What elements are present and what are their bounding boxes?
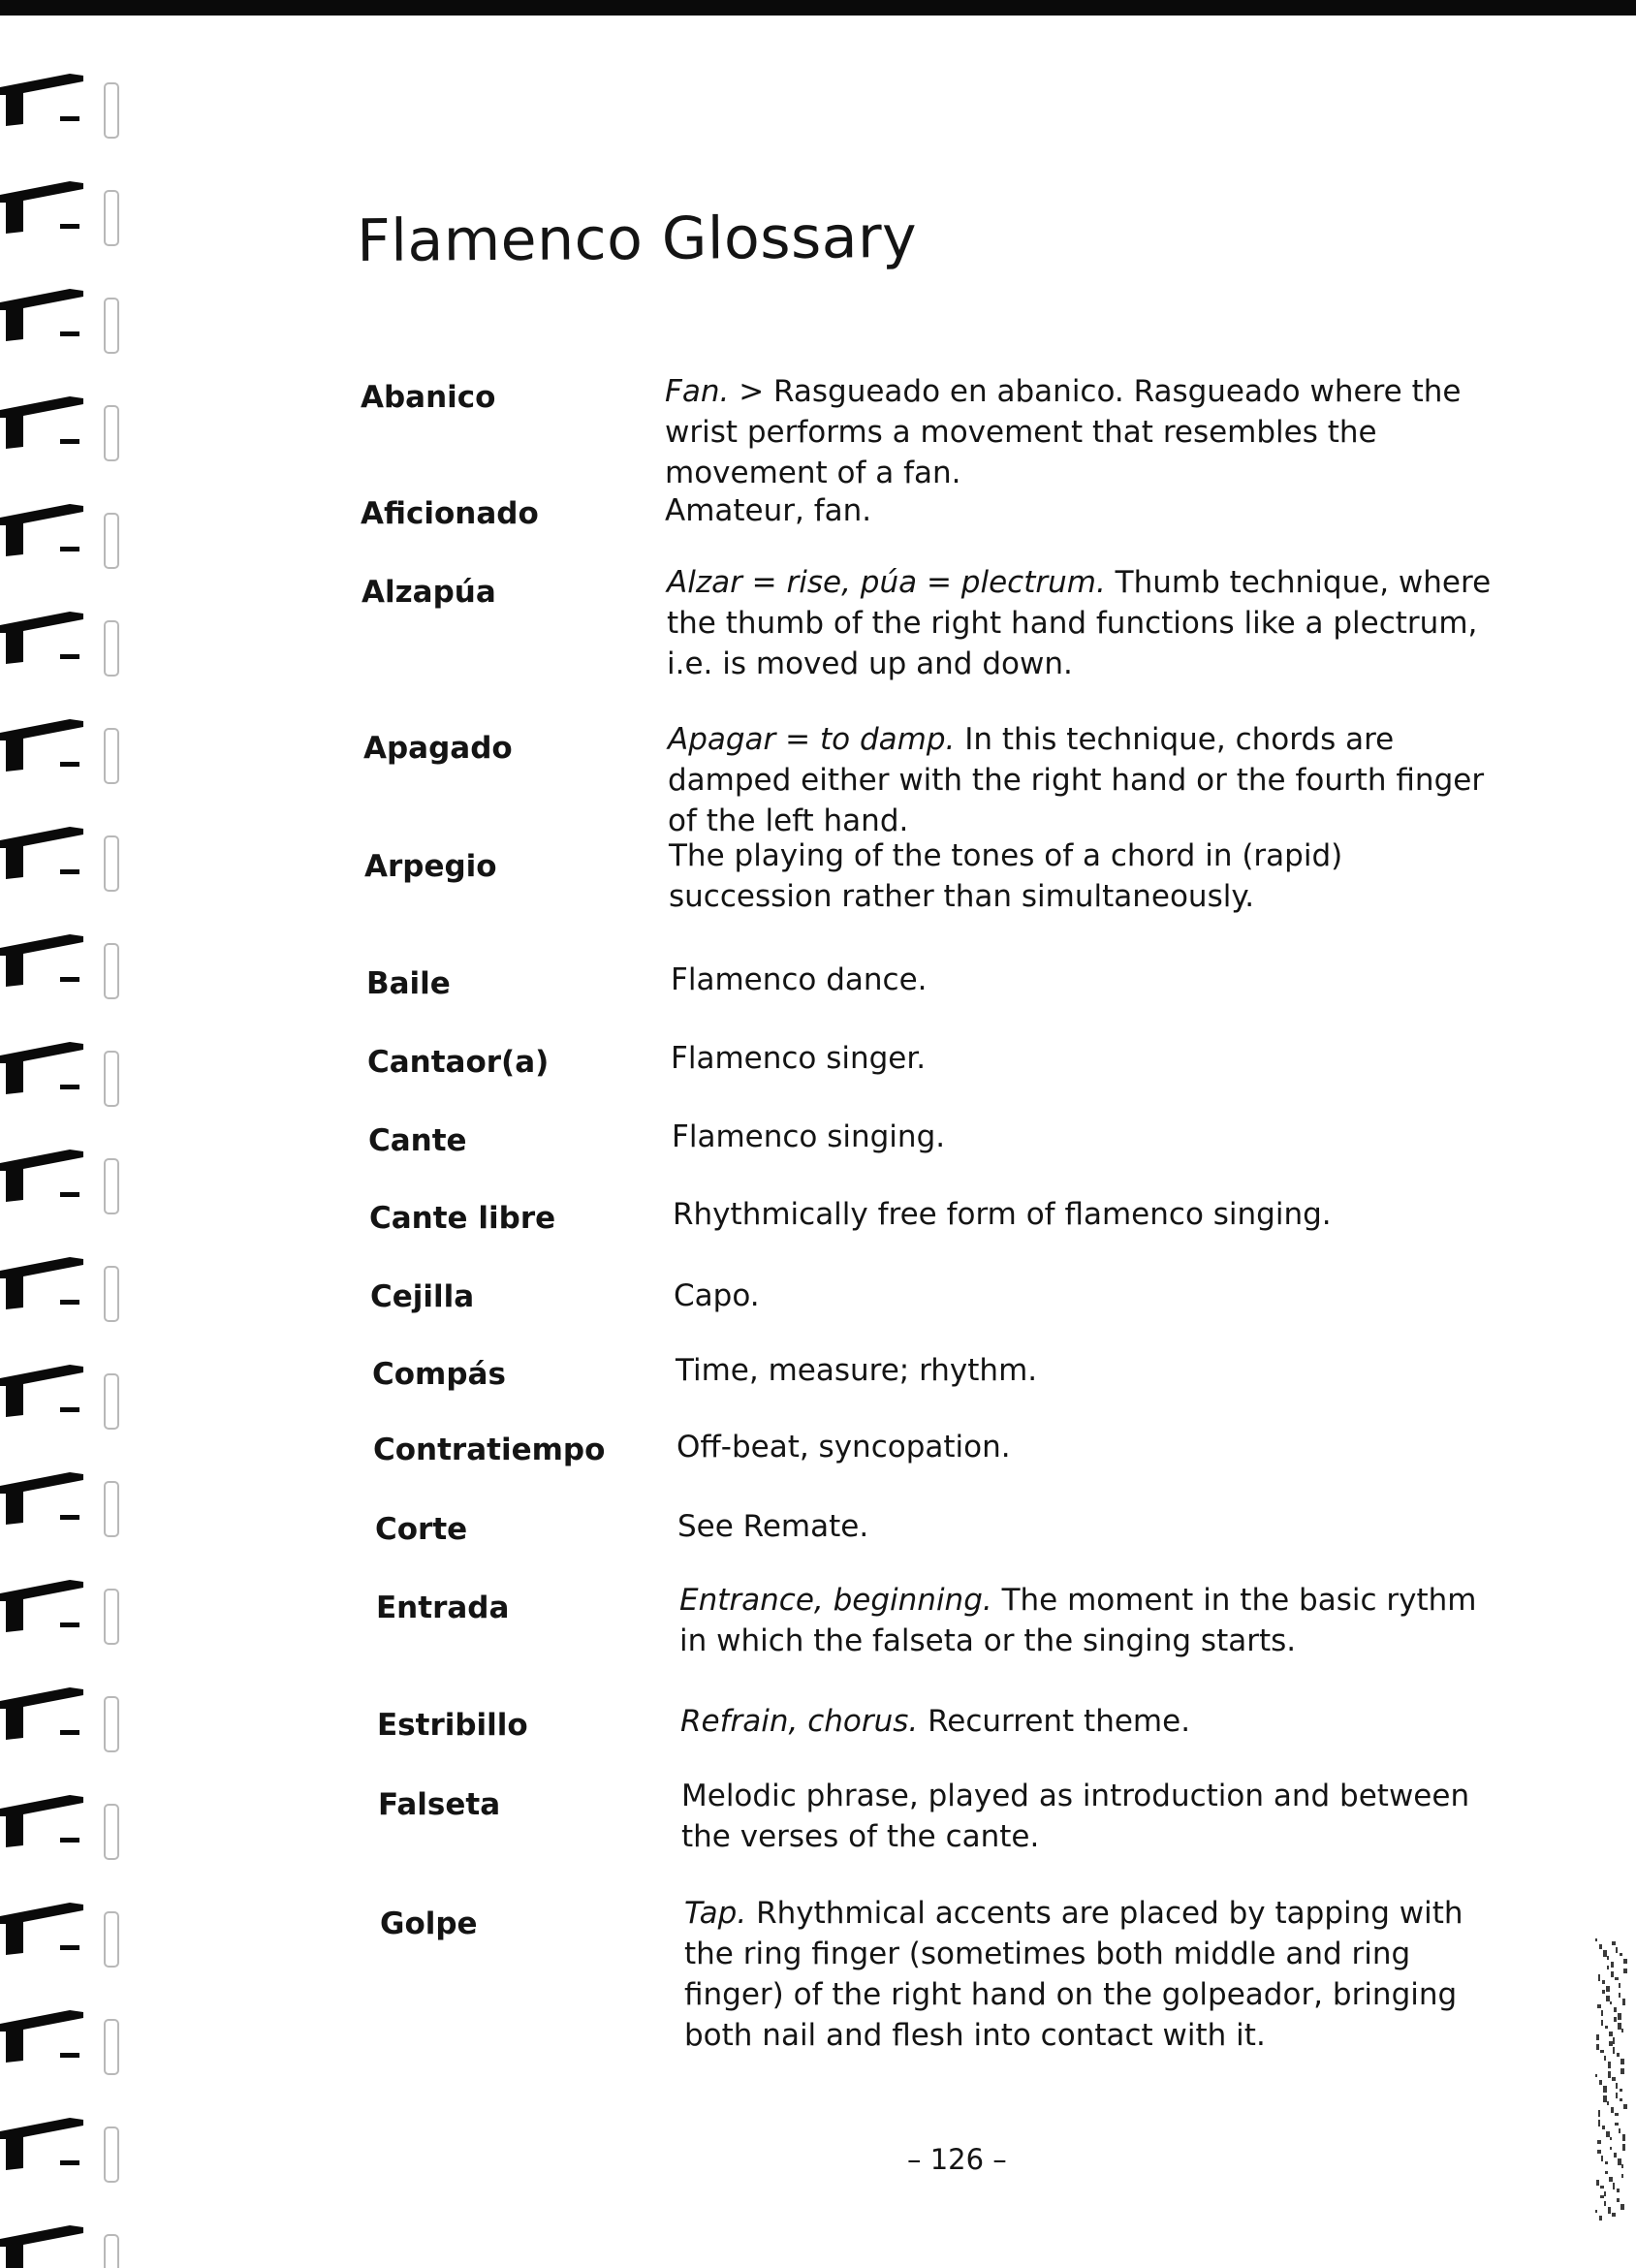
definition-lead: Tap. (684, 1896, 747, 1931)
definition-text: Flamenco singing. (672, 1119, 946, 1154)
page-number: – 126 – (907, 2143, 1007, 2176)
glossary-definition (671, 960, 1504, 1000)
glossary-definition (673, 1194, 1506, 1235)
definition-text: Melodic phrase, played as introduction and between the verses of the cante. (681, 1779, 1470, 1854)
glossary-definition (669, 835, 1502, 917)
glossary-term: Estribillo (377, 1708, 528, 1743)
glossary-term: Abanico (361, 380, 496, 415)
definition-text: In this technique, chords are damped either with the right hand or the fourth finger of the left hand. (668, 722, 1485, 838)
glossary-definition (671, 1038, 1504, 1079)
glossary-term: Golpe (380, 1906, 478, 1941)
glossary-term: Contratiempo (373, 1433, 606, 1467)
definition-text: Flamenco singer. (671, 1041, 927, 1076)
definition-text: Flamenco dance. (671, 962, 928, 997)
glossary-term: Aficionado (361, 496, 539, 531)
glossary-term: Apagado (363, 731, 513, 766)
definition-text: Time, measure; rhythm. (676, 1353, 1038, 1388)
glossary-definition (668, 719, 1501, 841)
definition-lead: Entrance, beginning. (679, 1583, 992, 1618)
glossary-definition (665, 371, 1498, 493)
definition-text: The moment in the basic rythm in which the falseta or the singing starts. (679, 1583, 1477, 1658)
glossary-definition (667, 562, 1500, 684)
glossary-definition (676, 1350, 1509, 1391)
glossary-term: Cante (368, 1123, 467, 1158)
definition-text: > Rasgueado en abanico. Rasgueado where the wrist performs a movement that resembles the movement of a fan. (665, 374, 1462, 490)
glossary-term: Baile (366, 966, 451, 1001)
glossary-term: Cante libre (369, 1201, 556, 1236)
glossary-definition (672, 1117, 1505, 1157)
definition-text: The playing of the tones of a chord in (rapid) succession rather than simultaneously. (669, 838, 1343, 914)
glossary-definition (679, 1580, 1513, 1661)
glossary-definition (681, 1776, 1515, 1857)
glossary-term: Arpegio (364, 849, 497, 884)
definition-text: See Remate. (677, 1509, 869, 1544)
glossary-term: Compás (372, 1357, 506, 1392)
definition-text: Capo. (674, 1278, 760, 1313)
glossary-definition (676, 1427, 1510, 1467)
glossary-term: Corte (375, 1512, 468, 1547)
definition-lead: Alzar = rise, púa = plectrum. (667, 565, 1106, 600)
definition-text: Thumb technique, where the thumb of the right hand functions like a plectrum, i.e. is moved up and down. (667, 565, 1492, 681)
definition-text: Amateur, fan. (665, 493, 872, 528)
glossary-definition (677, 1506, 1511, 1547)
glossary-term: Cejilla (370, 1279, 475, 1314)
glossary-term: Cantaor(a) (367, 1045, 550, 1080)
definition-lead: Apagar = to damp. (668, 722, 956, 757)
glossary-term: Falseta (378, 1787, 501, 1822)
definition-text: Recurrent theme. (918, 1704, 1191, 1739)
glossary-term: Alzapúa (362, 575, 496, 610)
glossary-definition (680, 1701, 1514, 1742)
definition-text: Rhythmically free form of flamenco singing. (673, 1197, 1332, 1232)
glossary-definition (684, 1893, 1518, 2056)
glossary-definition (665, 490, 1498, 531)
definition-text: Off-beat, syncopation. (676, 1430, 1011, 1465)
glossary-definition (674, 1276, 1507, 1316)
definition-lead: Refrain, chorus. (680, 1704, 919, 1739)
definition-lead: Fan. (665, 374, 730, 409)
glossary-term: Entrada (376, 1591, 510, 1625)
definition-text: Rhythmical accents are placed by tapping with the ring finger (sometimes both middle and ring finger) of the right hand on the golpeador, bringing both nail and flesh into contact with it. (684, 1896, 1463, 2053)
page-title: Flamenco Glossary (357, 203, 918, 275)
